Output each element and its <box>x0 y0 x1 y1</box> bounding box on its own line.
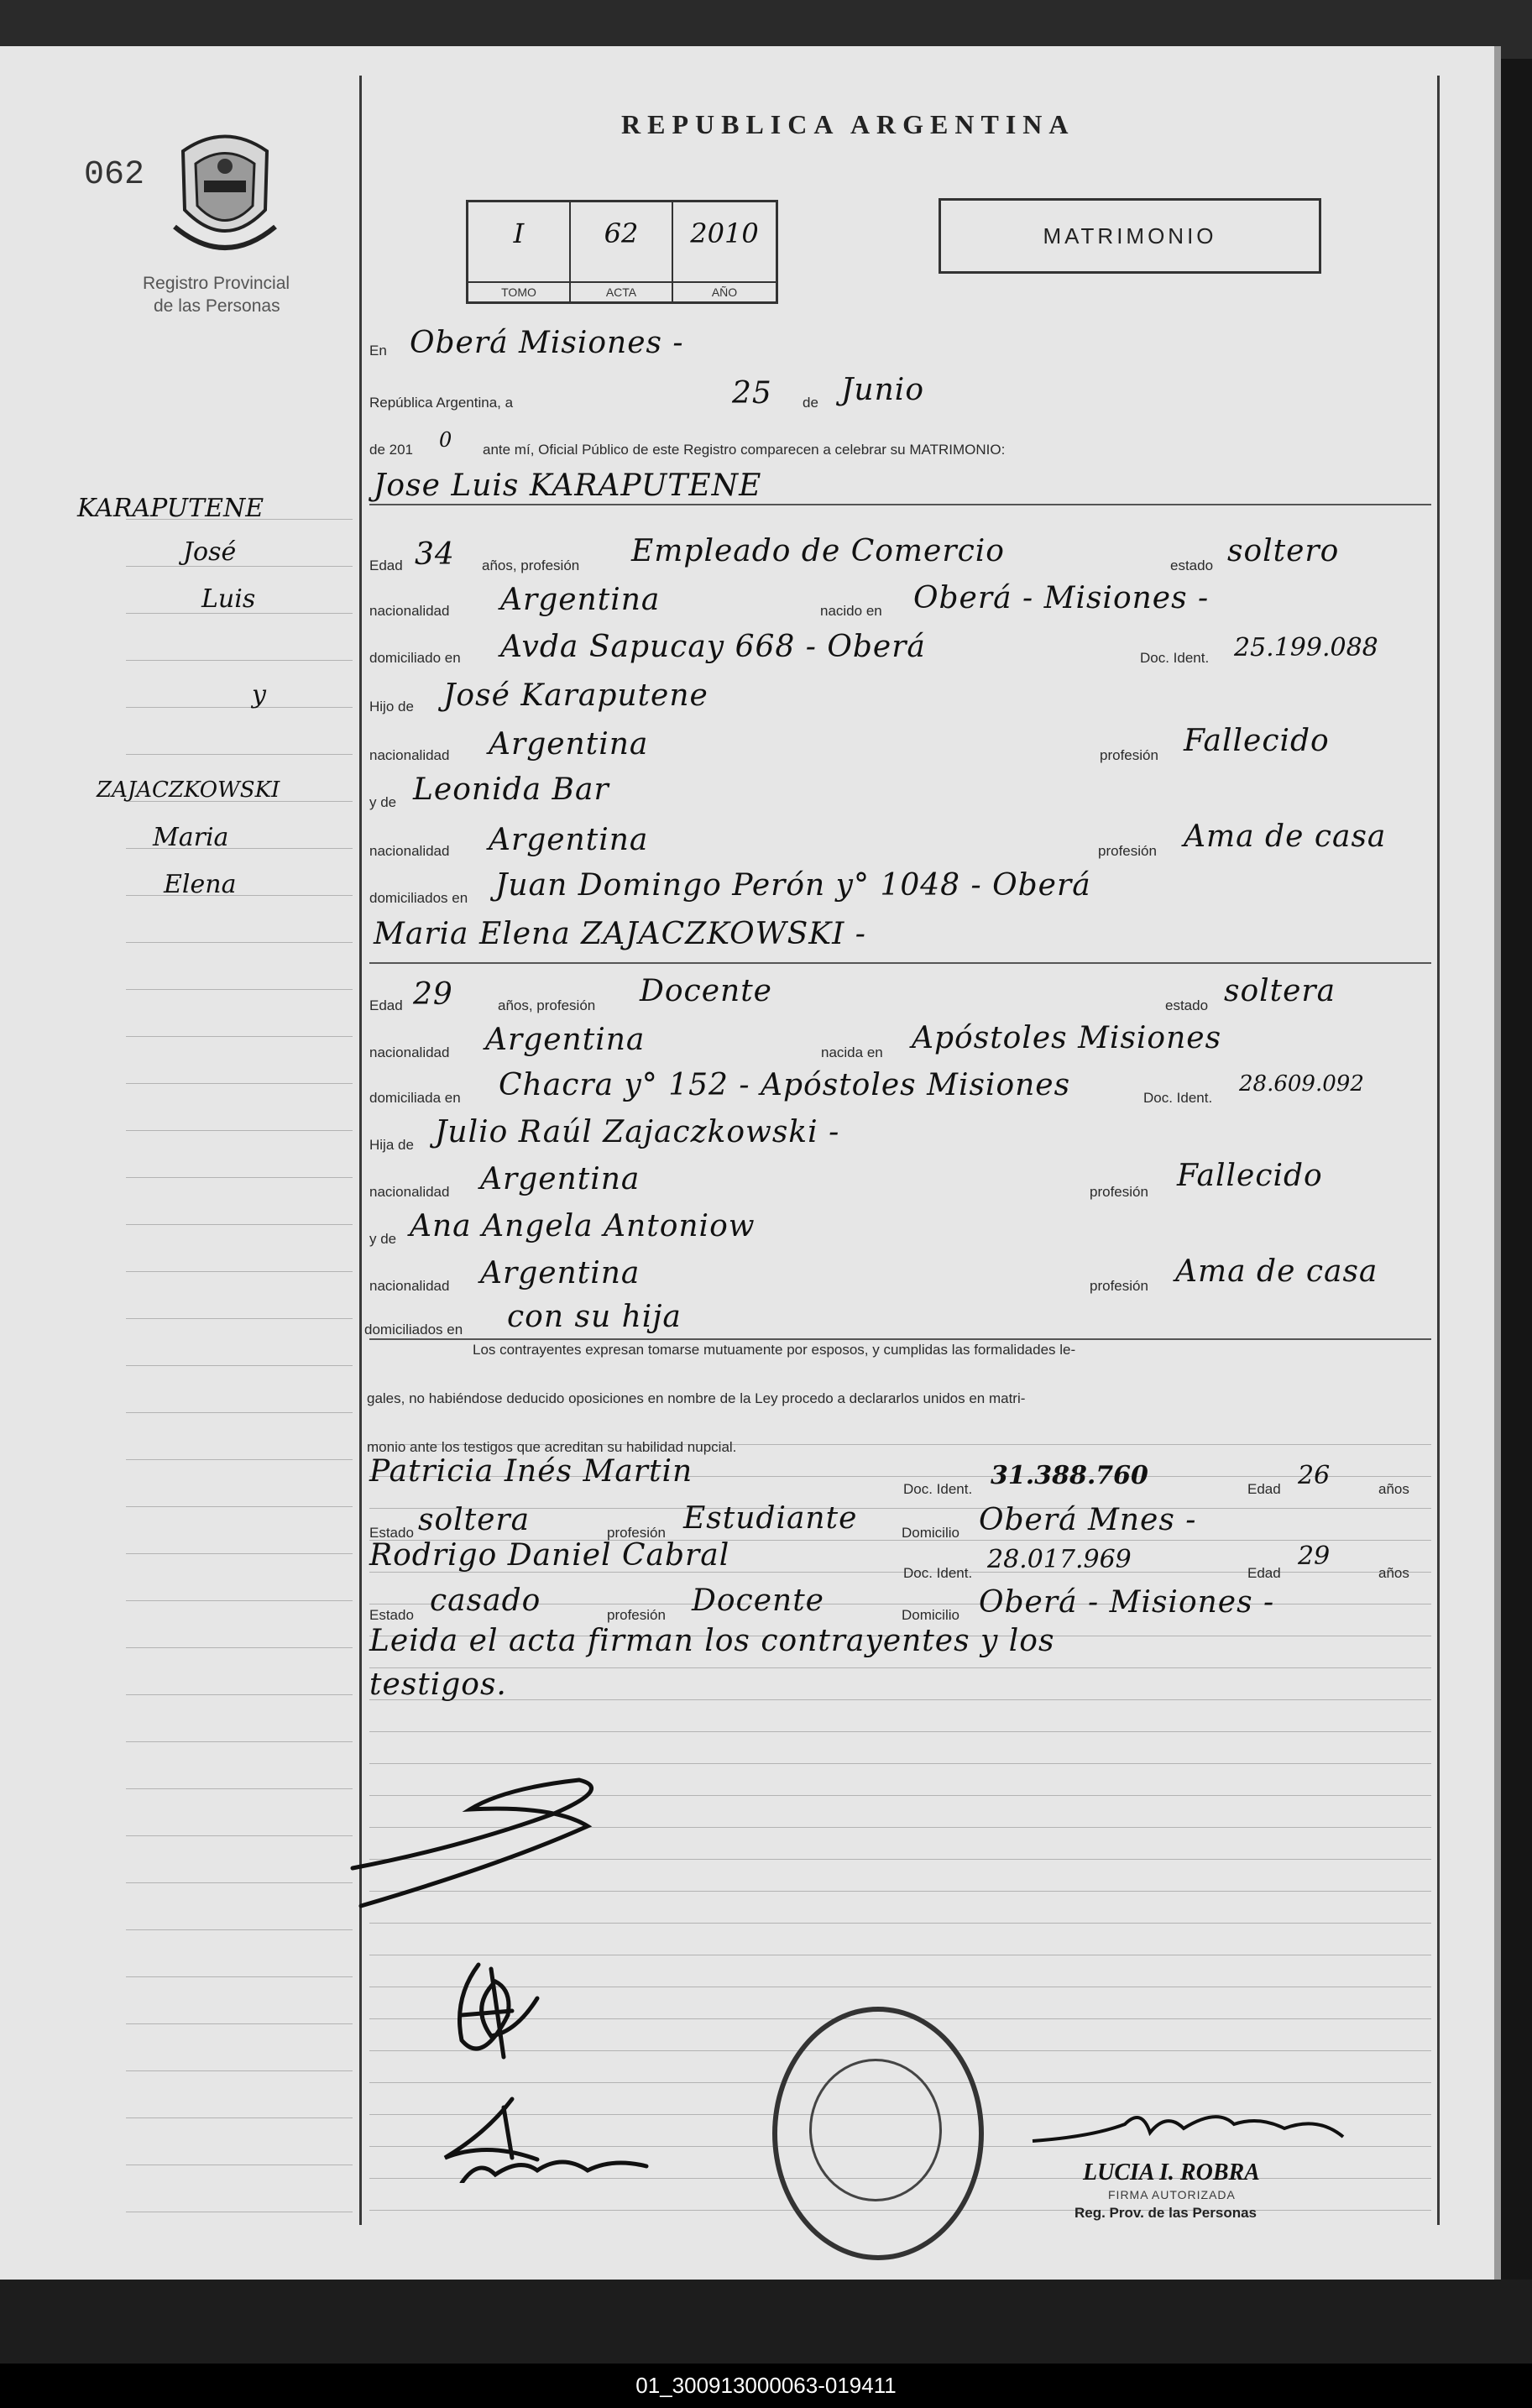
intro-month: Junio <box>841 373 924 407</box>
bride-father-profession: Fallecido <box>1177 1159 1323 1193</box>
acta-number-box <box>466 200 778 304</box>
witness2-doc: 28.017.969 <box>987 1545 1132 1574</box>
intro-day: 25 <box>732 376 772 411</box>
ruled-line <box>126 1177 353 1178</box>
ruled-line <box>126 1506 353 1507</box>
witness2-name: Rodrigo Daniel Cabral <box>369 1538 730 1573</box>
bride-parents-dom-label: domiciliados en <box>364 1322 463 1337</box>
witness2-age: 29 <box>1298 1542 1331 1571</box>
ruled-line <box>126 566 353 567</box>
bride-estado-label: estado <box>1165 997 1209 1013</box>
witness1-domicilio: Oberá Mnes - <box>979 1503 1197 1537</box>
witness1-dom-label: Domicilio <box>902 1525 959 1541</box>
ruled-line <box>369 962 1431 964</box>
ruled-line <box>369 504 1431 505</box>
ruled-line <box>126 1647 353 1648</box>
ruled-line <box>126 1318 353 1319</box>
ruled-line <box>126 1271 353 1272</box>
groom-father-profession: Fallecido <box>1184 724 1330 758</box>
groom-parents-dom-label: domiciliados en <box>369 890 468 906</box>
ruled-line <box>126 1459 353 1460</box>
ruled-line <box>369 1338 1431 1340</box>
bride-doc: 28.609.092 <box>1239 1071 1364 1097</box>
bride-yde-label: y de <box>369 1231 397 1247</box>
groom-doc-label: Doc. Ident. <box>1140 650 1210 666</box>
official-org: Reg. Prov. de las Personas <box>1074 2205 1257 2221</box>
groom-father-prof-label: profesión <box>1100 747 1158 763</box>
groom-estado-label: estado <box>1170 558 1214 573</box>
ruled-line <box>369 1699 1431 1700</box>
ruled-line <box>369 1667 1431 1668</box>
ruled-line <box>126 1882 353 1883</box>
ruled-line <box>126 754 353 755</box>
ruled-line <box>126 1412 353 1413</box>
intro-republica-label: República Argentina, a <box>369 395 514 411</box>
bride-birthplace: Apóstoles Misiones <box>912 1021 1222 1055</box>
anio-label: AÑO <box>673 281 776 301</box>
witness2-anos-label: años <box>1378 1565 1409 1581</box>
witness2-estado: casado <box>430 1584 541 1618</box>
groom-estado: soltero <box>1227 534 1340 568</box>
groom-anos-label: años, profesión <box>482 558 580 573</box>
witness1-profession: Estudiante <box>683 1501 858 1536</box>
closing-line1: Leida el acta firman los contrayentes y los <box>369 1624 1055 1658</box>
ruled-line <box>126 2117 353 2118</box>
right-rule <box>1437 76 1440 2225</box>
groom-parents-address: Juan Domingo Perón y° 1048 - Oberá <box>495 868 1091 903</box>
groom-mother: Leonida Bar <box>413 772 609 807</box>
bride-mother-nationality: Argentina <box>480 1256 641 1290</box>
tomo-cell <box>468 202 571 301</box>
witness1-edad-label: Edad <box>1247 1481 1281 1497</box>
anio-value: 2010 <box>690 217 759 249</box>
bride-hija-label: Hija de <box>369 1137 414 1153</box>
groom-father: José Karaputene <box>443 678 708 713</box>
image-id-bar <box>0 2364 1532 2408</box>
ruled-line <box>126 1083 353 1084</box>
acta-cell <box>571 202 673 301</box>
groom-father-nat-label: nacionalidad <box>369 747 450 763</box>
bride-father-prof-label: profesión <box>1090 1184 1148 1200</box>
groom-mother-nationality: Argentina <box>489 823 649 857</box>
bride-nationality: Argentina <box>485 1023 646 1057</box>
witness2-doc-label: Doc. Ident. <box>903 1565 973 1581</box>
witness1-age: 26 <box>1298 1461 1331 1490</box>
bride-father: Julio Raúl Zajaczkowski - <box>435 1115 840 1149</box>
groom-mother-profession: Ama de casa <box>1184 819 1387 854</box>
witness1-estado: soltera <box>418 1503 531 1537</box>
registry-logo-icon <box>166 126 284 260</box>
groom-birthplace: Oberá - Misiones - <box>913 581 1210 615</box>
groom-hijo-label: Hijo de <box>369 699 414 715</box>
ruled-line <box>126 942 353 943</box>
groom-nacido-label: nacido en <box>820 603 882 619</box>
ruled-line <box>126 1365 353 1366</box>
intro-de-label: de <box>803 395 818 411</box>
page-number: 062 <box>84 156 145 194</box>
intro-statement: ante mí, Oficial Público de este Registro comparecen a celebrar su MATRIMONIO: <box>483 442 1006 458</box>
ruled-line <box>126 707 353 708</box>
margin-conjunction: y <box>252 680 266 709</box>
witness1-doc: 31.388.760 <box>991 1461 1148 1490</box>
country-title: REPUBLICA ARGENTINA <box>621 109 1075 139</box>
record-type-box <box>939 198 1321 274</box>
bride-nacida-label: nacida en <box>821 1044 883 1060</box>
witness1-doc-label: Doc. Ident. <box>903 1481 973 1497</box>
margin-groom-name2: Luis <box>201 584 256 614</box>
witness1-prof-label: profesión <box>607 1525 666 1541</box>
bride-mother-nat-label: nacionalidad <box>369 1278 450 1294</box>
witness2-domicilio: Oberá - Misiones - <box>979 1585 1275 1620</box>
registry-name-line1: Registro Provincial <box>143 274 290 293</box>
registry-name-line2: de las Personas <box>154 296 280 316</box>
bride-nat-label: nacionalidad <box>369 1044 450 1060</box>
margin-bride-name1: Maria <box>153 823 229 852</box>
official-role: FIRMA AUTORIZADA <box>1108 2188 1236 2201</box>
ruled-line <box>126 895 353 896</box>
ruled-line <box>126 989 353 990</box>
ruled-line <box>126 2070 353 2071</box>
margin-groom-surname: KARAPUTENE <box>77 494 264 523</box>
bride-age: 29 <box>413 977 453 1012</box>
bride-father-nationality: Argentina <box>480 1162 641 1196</box>
declaration-line3: monio ante los testigos que acreditan su habilidad nupcial. <box>367 1439 737 1455</box>
bride-father-nat-label: nacionalidad <box>369 1184 450 1200</box>
ruled-line <box>126 1130 353 1131</box>
ruled-line <box>126 660 353 661</box>
bride-mother-profession: Ama de casa <box>1175 1254 1378 1289</box>
tomo-value: I <box>513 217 525 249</box>
witness1-name: Patricia Inés Martin <box>369 1454 693 1489</box>
bride-parents-address: con su hija <box>507 1300 682 1334</box>
groom-doc: 25.199.088 <box>1234 633 1378 662</box>
margin-bride-surname: ZAJACZKOWSKI <box>97 777 280 803</box>
groom-mother-nat-label: nacionalidad <box>369 843 450 859</box>
ruled-line <box>126 1694 353 1695</box>
signature-scribbles <box>336 1746 688 2183</box>
witness2-prof-label: profesión <box>607 1607 666 1623</box>
signature-groom-icon <box>353 1780 592 1906</box>
acta-label: ACTA <box>571 281 672 301</box>
witness1-estado-label: Estado <box>369 1525 414 1541</box>
bride-mother: Ana Angela Antoniow <box>410 1209 756 1243</box>
bride-profession: Docente <box>640 974 772 1008</box>
ruled-line <box>126 1835 353 1836</box>
acta-value: 62 <box>604 217 639 249</box>
groom-nationality: Argentina <box>500 583 661 617</box>
signature-witness1-icon <box>445 2099 537 2159</box>
ruled-line <box>126 1741 353 1742</box>
margin-groom-name1: José <box>183 537 237 567</box>
groom-mother-prof-label: profesión <box>1098 843 1157 859</box>
bride-estado: soltera <box>1224 974 1336 1008</box>
anio-cell <box>673 202 776 301</box>
witness2-profession: Docente <box>692 1584 824 1618</box>
ruled-line <box>126 1600 353 1601</box>
groom-father-nationality: Argentina <box>489 727 649 762</box>
groom-edad-label: Edad <box>369 558 403 573</box>
scanner-background-bottom <box>0 2280 1532 2364</box>
ruled-line <box>369 1731 1431 1732</box>
bride-edad-label: Edad <box>369 997 403 1013</box>
bride-anos-label: años, profesión <box>498 997 596 1013</box>
official-name: LUCIA I. ROBRA <box>1083 2159 1260 2186</box>
margin-bride-name2: Elena <box>164 870 237 899</box>
official-seal-icon <box>772 2007 984 2260</box>
declaration-line1: Los contrayentes expresan tomarse mutuamente por esposos, y cumplidas las formalidades le- <box>473 1342 1076 1358</box>
groom-nat-label: nacionalidad <box>369 603 450 619</box>
ruled-line <box>126 1976 353 1977</box>
intro-en-label: En <box>369 343 387 359</box>
ruled-line <box>126 2023 353 2024</box>
intro-year-prefix: de 201 <box>369 442 413 458</box>
groom-age: 34 <box>415 537 455 572</box>
groom-address: Avda Sapucay 668 - Oberá <box>500 630 926 664</box>
closing-line2: testigos. <box>369 1667 507 1702</box>
witness2-estado-label: Estado <box>369 1607 414 1623</box>
bride-doc-label: Doc. Ident. <box>1143 1090 1213 1106</box>
witness1-anos-label: años <box>1378 1481 1409 1497</box>
intro-year-digit: 0 <box>439 428 452 452</box>
signature-witness2-icon <box>462 2162 646 2183</box>
record-type: MATRIMONIO <box>1043 223 1217 249</box>
groom-full-name: Jose Luis KARAPUTENE <box>374 469 762 503</box>
groom-yde-label: y de <box>369 794 397 810</box>
witness2-edad-label: Edad <box>1247 1565 1281 1581</box>
bride-address: Chacra y° 152 - Apóstoles Misiones <box>499 1068 1071 1102</box>
witness2-dom-label: Domicilio <box>902 1607 959 1623</box>
bride-full-name: Maria Elena ZAJACZKOWSKI - <box>374 917 866 951</box>
ruled-line <box>126 1929 353 1930</box>
bride-dom-label: domiciliada en <box>369 1090 461 1106</box>
ruled-line <box>126 1788 353 1789</box>
declaration-line2: gales, no habiéndose deducido oposiciones en nombre de la Ley procedo a declararlos unidos en matri- <box>367 1390 1026 1406</box>
tomo-label: TOMO <box>468 281 569 301</box>
image-id: 01_300913000063-019411 <box>635 2373 897 2398</box>
groom-dom-label: domiciliado en <box>369 650 461 666</box>
ruled-line <box>126 1553 353 1554</box>
groom-profession: Empleado de Comercio <box>631 534 1005 568</box>
intro-place: Oberá Misiones - <box>410 326 684 360</box>
ruled-line <box>126 1036 353 1037</box>
ruled-line <box>126 1224 353 1225</box>
bride-mother-prof-label: profesión <box>1090 1278 1148 1294</box>
